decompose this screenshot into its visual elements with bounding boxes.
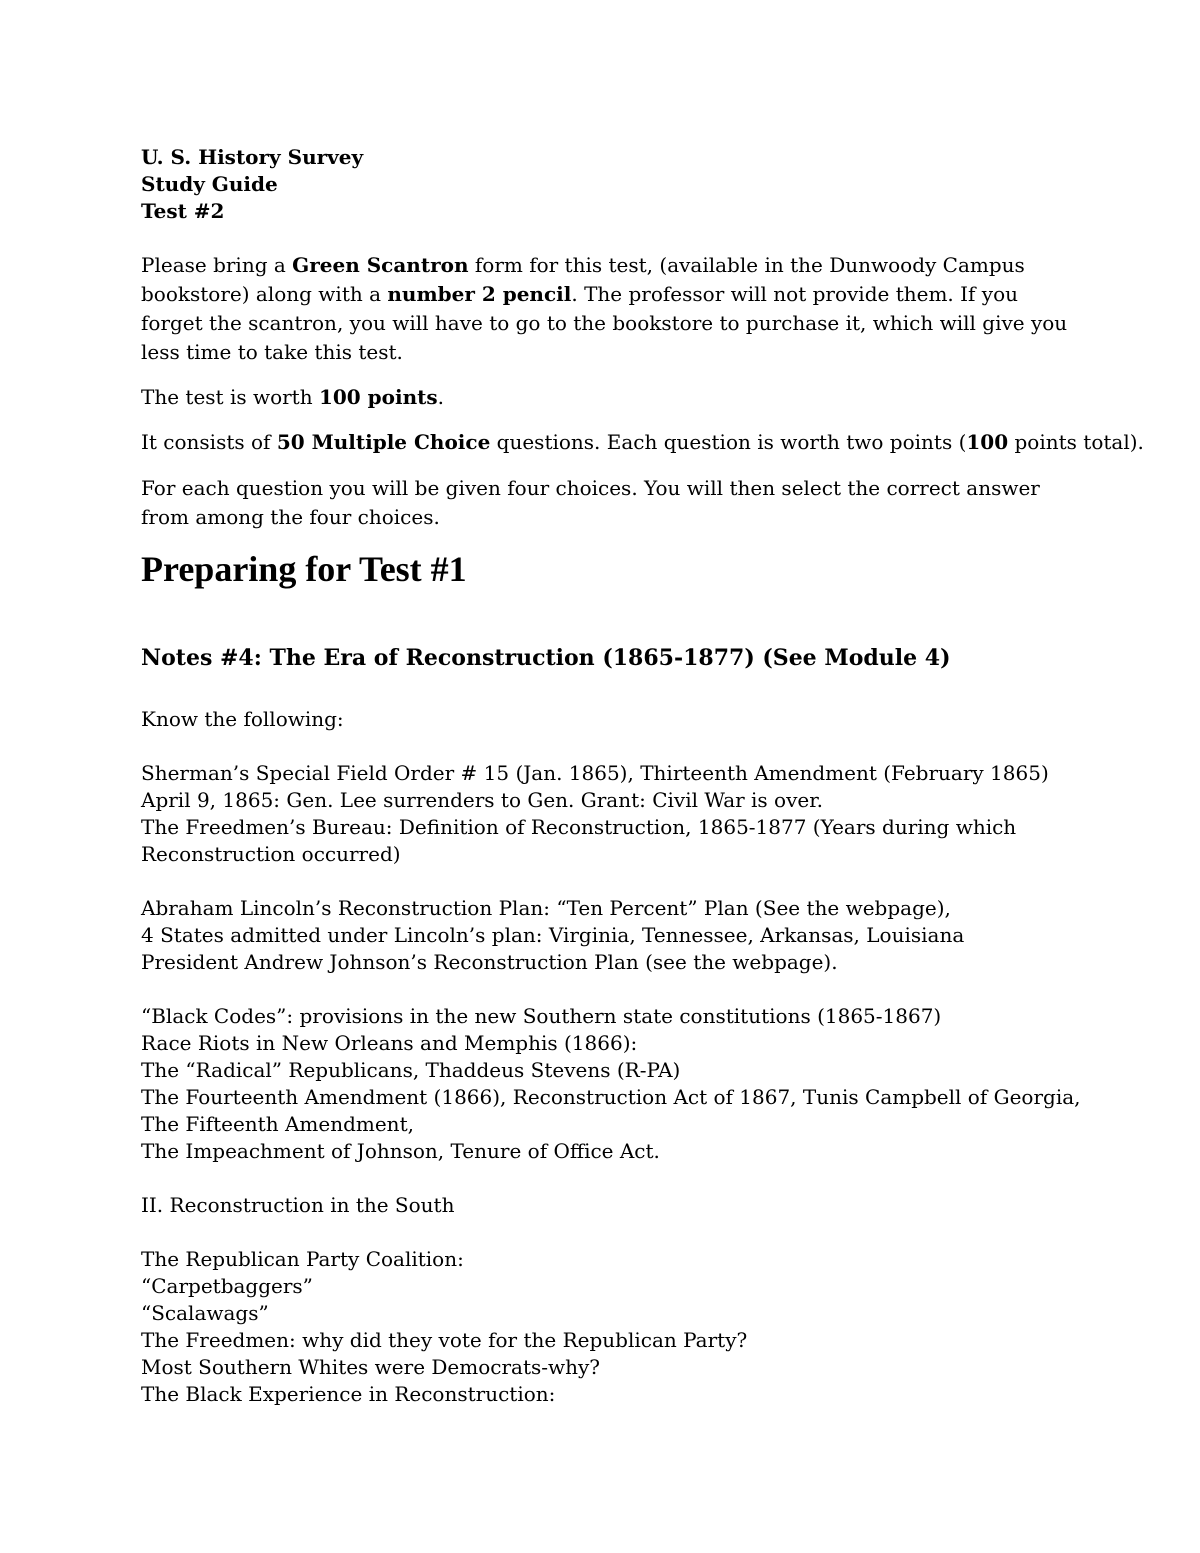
know-label: Know the following:: [141, 707, 344, 731]
course-title: U. S. History Survey: [141, 145, 364, 169]
topic-line: Race Riots in New Orleans and Memphis (1866):: [141, 1031, 638, 1055]
intro-paragraph-1: [141, 251, 1071, 367]
p3-seg: It consists of: [141, 430, 277, 454]
topic-line: The Impeachment of Johnson, Tenure of Office Act.: [141, 1139, 660, 1163]
p2-seg: .: [437, 385, 444, 409]
topic-line: President Andrew Johnson’s Reconstruction Plan (see the webpage).: [141, 950, 838, 974]
p3-seg: questions. Each question is worth two points (: [490, 430, 967, 454]
topic-line: The Freedmen’s Bureau: Definition of Reconstruction, 1865-1877 (Years during which: [141, 815, 1017, 839]
topic-line: Reconstruction occurred): [141, 842, 401, 866]
topic-group-4: [141, 1246, 1081, 1408]
intro-paragraph-4: For each question you will be given four choices. You will then select the correct answer from among the four choices.: [141, 476, 1040, 529]
topic-line: The Republican Party Coalition:: [141, 1247, 464, 1271]
topic-group-2: [141, 895, 1081, 976]
p2-seg-bold: 100 points: [318, 385, 438, 409]
p1-seg-bold: number 2 pencil: [387, 282, 572, 306]
topic-line: Abraham Lincoln’s Reconstruction Plan: “Ten Percent” Plan (See the webpage),: [141, 896, 951, 920]
topic-group-3: [141, 1003, 1081, 1165]
topic-line: April 9, 1865: Gen. Lee surrenders to Gen. Grant: Civil War is over.: [141, 788, 823, 812]
topic-group-1: [141, 760, 1081, 868]
topic-line: The Freedmen: why did they vote for the Republican Party?: [141, 1328, 748, 1352]
preparing-heading: Preparing for Test #1: [141, 549, 467, 589]
doc-type: Study Guide: [141, 172, 278, 196]
p1-seg-bold: Green Scantron: [292, 253, 469, 277]
topic-line: The “Radical” Republicans, Thaddeus Stevens (R-PA): [141, 1058, 681, 1082]
section-2-heading: II. Reconstruction in the South: [141, 1193, 455, 1217]
p3-seg-bold: 50 Multiple Choice: [276, 430, 491, 454]
p1-seg: Please bring a: [141, 253, 293, 277]
topic-line: The Fourteenth Amendment (1866), Reconstruction Act of 1867, Tunis Campbell of Georgia,: [141, 1085, 1081, 1109]
p2-seg: The test is worth: [141, 385, 319, 409]
p3-seg-bold: 100: [966, 430, 1009, 454]
topic-line: “Black Codes”: provisions in the new Southern state constitutions (1865-1867): [141, 1004, 942, 1028]
p1-seg: form for this test, (available in the Dunwoody Campus bookstore) along with a: [141, 253, 1025, 306]
topic-line: 4 States admitted under Lincoln’s plan: Virginia, Tennessee, Arkansas, Louisiana: [141, 923, 965, 947]
test-number: Test #2: [141, 199, 225, 223]
notes-heading: Notes #4: The Era of Reconstruction (1865-1877) (See Module 4): [141, 645, 951, 671]
intro-paragraph-2: [141, 384, 1081, 411]
topic-line: Most Southern Whites were Democrats-why?: [141, 1355, 601, 1379]
header-block: [141, 144, 1081, 225]
p1-seg: . The professor will not provide them. If you forget the scantron, you will have to go to the bookstore to purchase it, which will give you less time to take this test.: [141, 282, 1068, 364]
topic-line: The Black Experience in Reconstruction:: [141, 1382, 556, 1406]
intro-paragraph-3: [141, 429, 1144, 456]
topic-line: “Scalawags”: [141, 1301, 269, 1325]
p3-seg: points total).: [1008, 430, 1144, 454]
topic-line: “Carpetbaggers”: [141, 1274, 313, 1298]
topic-line: The Fifteenth Amendment,: [141, 1112, 414, 1136]
topic-line: Sherman’s Special Field Order # 15 (Jan. 1865), Thirteenth Amendment (February 1865): [141, 761, 1049, 785]
